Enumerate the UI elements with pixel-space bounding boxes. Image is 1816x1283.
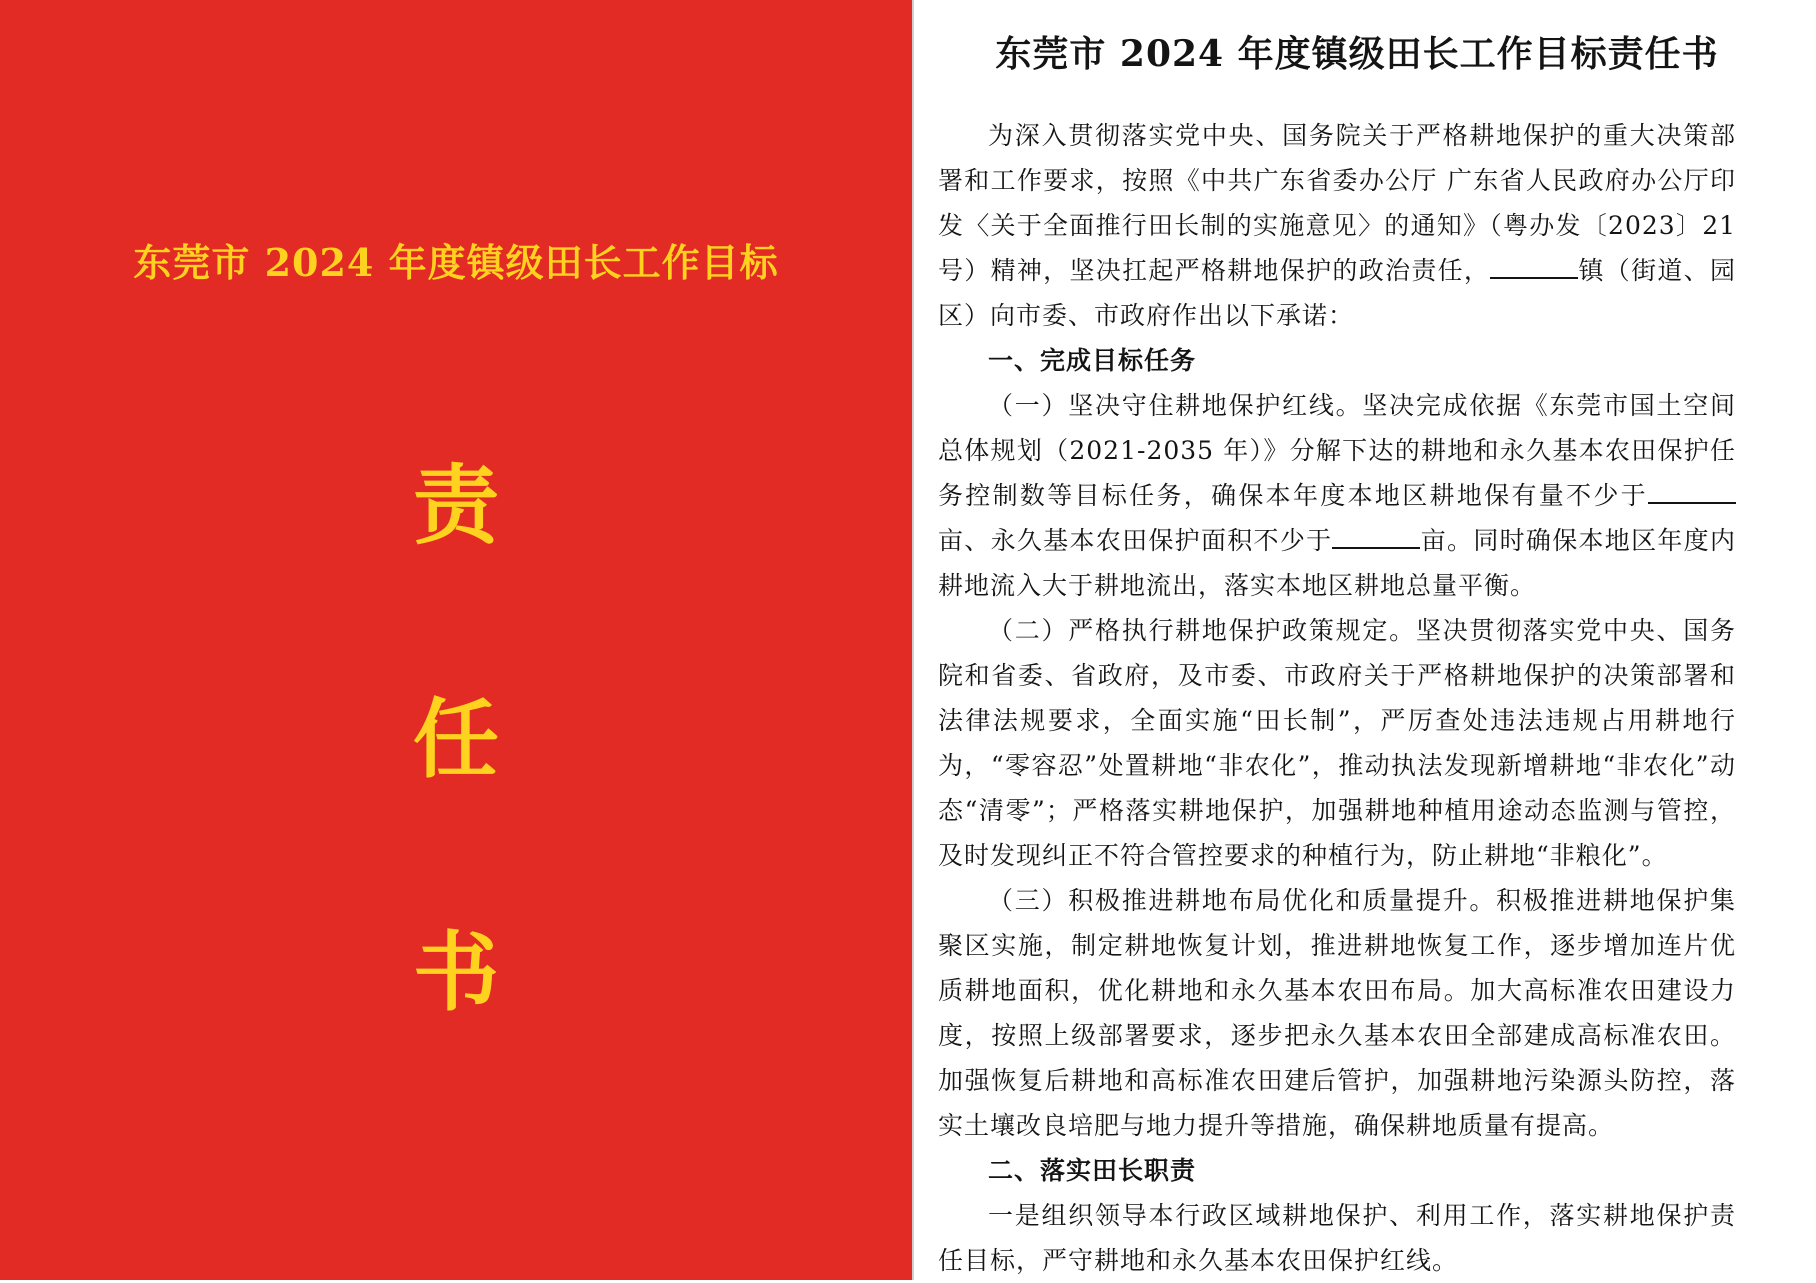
cover-char-ren: 任 [413,689,499,790]
farmland-area-blank [1648,478,1736,504]
cover-char-shu: 书 [413,922,499,1023]
intro-text: 为深入贯彻落实党中央、国务院关于严格耕地保护的重大决策部署和工作要求，按照《中共广东省委办公厅 广东省人民政府办公厅印发〈关于全面推行田长制的实施意见〉的通知》（粤办发〔2023〕21 号）精神，坚决扛起严格耕地保护的政治责任， [938,121,1736,285]
duty-1-paragraph: 一是组织领导本行政区域耕地保护、利用工作，落实耕地保护责任目标，严守耕地和永久基本农田保护红线。 [938,1201,1736,1275]
section-1-heading: 一、完成目标任务 [988,346,1197,375]
cover-title: 东莞市 2024 年度镇级田长工作目标 [133,240,779,285]
item-1-text-mid: 亩、永久基本农田保护面积不少于 [938,526,1333,555]
document-title: 东莞市 2024 年度镇级田长工作目标责任书 [995,33,1719,75]
item-3-paragraph: （三）积极推进耕地布局优化和质量提升。积极推进耕地保护集聚区实施，制定耕地恢复计划，推进耕地恢复工作，逐步增加连片优质耕地面积，优化耕地和永久基本农田布局。加大高标准农田建设力度，按照上级部署要求，逐步把永久基本农田全部建成高标准农田。加强恢复后耕地和高标准农田建后管护，加强耕地污染源头防控，落实土壤改良培肥与地力提升等措施，确保耕地质量有提高。 [938,886,1736,1140]
basic-farmland-area-blank [1332,523,1420,549]
section-2-heading: 二、落实田长职责 [988,1156,1197,1185]
cover-char-ze: 责 [413,455,499,556]
intro-text-end: 镇（街道、园区）向市委、市政府作出以下承诺： [938,256,1736,330]
town-name-blank [1490,253,1578,279]
item-1-paragraph [938,383,1736,608]
item-1-text: （一）坚决守住耕地保护红线。坚决完成依据《东莞市国土空间总体规划（2021-2035 年）》分解下达的耕地和永久基本农田保护任务控制数等目标任务，确保本年度本地区耕地保有量不少于 [938,391,1736,510]
intro-paragraph [938,113,1736,338]
document-page [914,0,1816,1280]
item-1-text-end: 亩。同时确保本地区年度内耕地流入大于耕地流出，落实本地区耕地总量平衡。 [938,526,1736,600]
item-2-paragraph: （二）严格执行耕地保护政策规定。坚决贯彻落实党中央、国务院和省委、省政府，及市委、市政府关于严格耕地保护的决策部署和法律法规要求，全面实施“田长制”，严厉查处违法违规占用耕地行为，“零容忍”处置耕地“非农化”，推动执法发现新增耕地“非农化”动态“清零”；严格落实耕地保护，加强耕地种植用途动态监测与管控，及时发现纠正不符合管控要求的种植行为，防止耕地“非粮化”。 [938,616,1736,870]
